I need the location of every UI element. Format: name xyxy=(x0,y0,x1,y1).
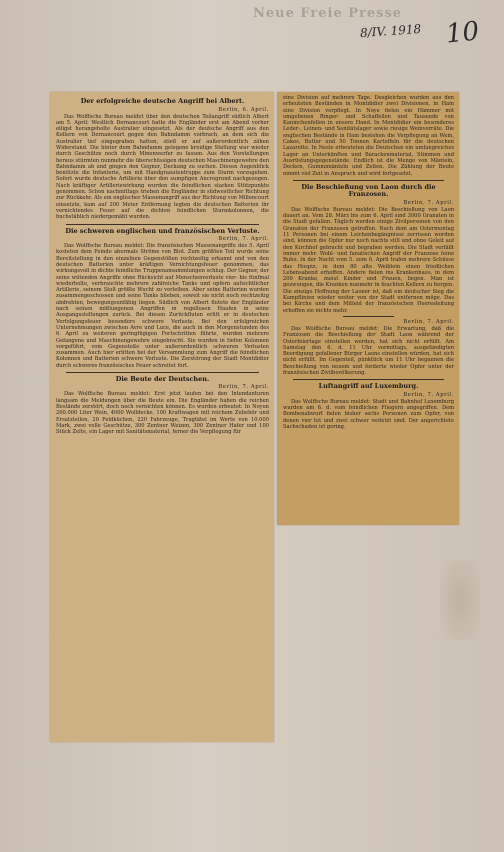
article-body: eine Division auf mehrere Tage. Desgleichen wurden aus den erbeuteten Beständen in Montdidier zwei Divisionen, in Ham eine Division verpflegt. In Noye fielen ein Hämmer mit umgebenen Ringer- und Schaffellen und Tausende von Kaninchenfellen in unsere Hand. In Montdidier ein besonderes Leder-, Leinen- und Sanitätslager sowie riesige Weinvorräte. Die englischen Bestände in Ham bestehen die Verpflegung an Wein, Cakes, Butter und 50 Tonnen Kartoffeln für die deutschen Lazarette. In Nesle erbeuteten die Deutschen ein umfangreiches Lager an Unterkünften und Barackenmaterial, Stimmen und Ausrüstungsgegenstände. Endlich ist die Menge von Mänteln, Decken, Gummimänteln und Zelten. Die Zählung der Beute nimmt viel Zeit in Anspruch und wird fortgesetzt. xyxy=(283,95,454,177)
article-title: Die Beute der Deutschen. xyxy=(115,374,210,383)
article xyxy=(56,376,269,436)
article-body: Das Wolffsche Bureau meldet: Die Beschießung von Laon dauert an. Vom 28. März bis zum 6. April sind 3000 Granaten in die Stadt gefallen. Täglich werden einige Zivilpersonen von den Granaten der Franzosen getroffen. Nach dem am Ostermontag 11 Personen bei einem Leichenbegängnisse zerrissen worden sind, können die Opfer nur noch nachts still und ohne Geleit auf den Kirchhof gebracht und begraben werden. Die Stadt verfällt immer mehr. Wohl- und fanatischen Angriff der Franzose feine Ruhe. In der Nacht vom 5. zum 6. April trafen mehrere Schüsse das Hospiz, in dem 80 alte Weiblein einen friedlichen Lebensabend erhoffen. Andere fielen ins Krankenhaus, in dem 200 Kranke, meist Kinder und Frauen, liegen. Man ist gezwungen, die Kranken nunmehr in feuchten Kellern zu bergen. Die einzige Hoffnung der Laoner ist, daß ein deutscher Sieg die Kampflinien wieder weiter von der Stadt entfernen möge. Das bei Kirche und dem Mitleid der französischen Heeresleitung erhoffen sie nichts mehr. xyxy=(283,206,454,314)
article-title: Die Beschießung von Laon durch die Franzosen. xyxy=(301,182,436,199)
article-body: Das Wolffsche Bureau meldet über den deutschen Teilangriff südlich Albert am 5. April: Westlich Dernancourt hatte die Engländer erst am Abend vorher eiligst herangeholte Australier eingesetzt. Als der deutsche Angriff aus den Kellern von Dernancourt gegen den Bahndamm vorbrach, an dem sich die Australier tief eingegraben hatten, stieß er auf außerordentlich zähen Widerstand. Die hinter dem Bahndamm gelegene kreidige Stellung war wieder durch Geschütze noch durch Minenwerfer zu fassen. Aus den Vorstellungen heraus stürmten nunmehr die überschüssigen deutschen Maschinengewehre den Bahndamm ab und gingen den Gegner, Deckung zu suchen. Diesen Augenblick benützte die Infanterie, um mit Handgranatentrupps zum Sturm vorzugehen. Sofort wurde deutsche Artillerie über den sumpfigen Ancregrund nachgezogen. Nach kräftiger Artilleriewirkung wurden die feindlichen starken Stützpunkte genommen. Schon nachmittags trieben die Engländer in südwestlicher Richtung zur Rückkehr. Als ein englischer Massenangriff aus der Richtung von Millencourt einsetzte, kam auf 200 Meter Entfernung legten die deutschen Batterien ihr vernichtendes Feuer auf die dichten feindlichen Sturmkolonnen, die buchstäblich niedergemäht wurden. xyxy=(56,113,270,221)
article xyxy=(283,383,454,430)
divider xyxy=(293,180,444,181)
article-title: Luftangriff auf Luxemburg. xyxy=(318,382,419,391)
paper-stain xyxy=(440,560,480,640)
article-continuation xyxy=(283,95,454,177)
article xyxy=(283,319,454,376)
article-dateline: Berlin, 7. April. xyxy=(218,236,269,243)
article xyxy=(56,228,269,369)
article xyxy=(283,184,454,314)
newspaper-clipping xyxy=(50,92,458,742)
divider xyxy=(343,316,394,317)
article-body: Das Wolffsche Bureau meldet: Die französischen Massenangriffe des 5. April kosteten dem Feinde abermals Ströme von Blut. Zum größten Teil wurde seine Bereitstellung in den einzelnen Gegenstößen rechtzeitig erkannt und von den deutschen Batterien unter kräftigen Vernichtungsfeuer genommen, das wirkungsvoll in dichte feindliche Truppenansammlungen schlug. Der Gegner, der seine wütenden Angriffe ohne Rücksicht auf Menschenverluste vier- bis fünfmal wiederholte, verbrauchte mehrere zahlreiche Tanks und opfern aufsichtlicher Artillerie, seinem Stoß größte Wucht zu verleihen. Aber seine Batterien wurden zusammengeschossen und seine Tanks blieben, soweit sie nicht noch rechtzeitig abdrehten, bewegungsunfähig liegen. Südlich von Albert flutete der Engländer nach seinen mißlungenen Angriffen in regellosen Haufen in seine Ausgangsstellungen zurück. Bei diesen Zurückfluten erlitt er in deutschen Verfolgungsfeuer besonders schwere Verluste. Bei den erfolgreichen Unternehmungen zwischen Avre und Luce, die auch in den Morgenstunden des 6. April zu weiteren geringfügigen Fortschritten führte, wurden mehrere Gefangene und Maschinengewehre eingebracht. Sie wurden in tiefen Kolonnen vorgeführt, vom Gegenstoße unter außerordentlich schweren Verlusten zusammen. Auch hier erlitten bei der Versammlung zum Angriff die feindlichen Kolonnen und Batterien schwere Verluste. Die Zerstörung der Stadt Montdidier durch schweres französisches Feuer schreitet fort. xyxy=(56,243,269,369)
divider xyxy=(66,224,259,225)
article-body: Das Wolffsche Bureau meldet: Erst jetzt laufen bei den Intendanturen langsam die Meldungen über die Beute ein. Die Engländer haben die reichen Bestände zerstört, doch noch vernichten können. Es wurden erbeutet: In Noyon 200.000 Liter Wein, 4000 Wolldecke, 100 Kraftwagen mit reichem Zubehör und Ersatzteilen, 20 Feldküchen, 220 Fahrzeuge, Tragtätel im Werte von 10.000 Mark, zwei volle Geschütze, 300 Zentner Weizen, 300 Zentner Hafer und 100 Stück Zelte, ein Lager mit Sanitätsmaterial, ferner die Verpflegung für xyxy=(56,391,269,436)
article-title: Die schweren englischen und französischen Verluste. xyxy=(65,226,260,235)
divider xyxy=(293,379,444,380)
clipping-right-column xyxy=(277,92,459,525)
article-dateline: Berlin, 7. April. xyxy=(218,384,269,391)
article-dateline: Berlin, 7. April. xyxy=(403,391,454,398)
article-dateline: Berlin, 7. April. xyxy=(403,199,454,206)
newspaper-masthead: Neue Freie Presse xyxy=(253,6,403,21)
article xyxy=(56,98,269,221)
article-dateline: Berlin, 6. April. xyxy=(218,106,269,113)
article-body: Das Wolffsche Bureau meldet: Stadt und Bahnhof Luxemburg wurden am 6. d. vom feindlichen Fliegern angegriffen. Dem Bombenabwurf fielen bisher sechs Personen zum Opfer, von denen vier tot und zwei schwer verletzt sind. Der angerichtete Sachschaden ist gering. xyxy=(283,398,454,430)
handwritten-date: 8/IV. 1918 xyxy=(359,21,422,41)
article-title: Der erfolgreiche deutsche Angriff bei Albert. xyxy=(80,97,245,105)
article-body: Das Wolffsche Bureau meldet: Die Erwartung, daß die Franzosen die Beschießung der Stadt Laon während der Osterfeiertage einstellen werden, hat sich nicht erfüllt. Am Samstag den 6. d. 11 Uhr vormittags, ausgefandigten Beerdigung gefallener Bürger Laons einstellen würden, hat sich nicht erfüllt. Im Gegenteil, pünktlich um 11 Uhr begannen die Beschießung von neuem und forderte wieder Opfer unter der französischen Zivilbevölkerung. xyxy=(283,325,454,376)
handwritten-page-number: 10 xyxy=(444,16,481,50)
divider xyxy=(66,372,259,373)
clipping-left-column xyxy=(50,92,274,742)
article-dateline: Berlin, 7. April. xyxy=(403,318,454,325)
